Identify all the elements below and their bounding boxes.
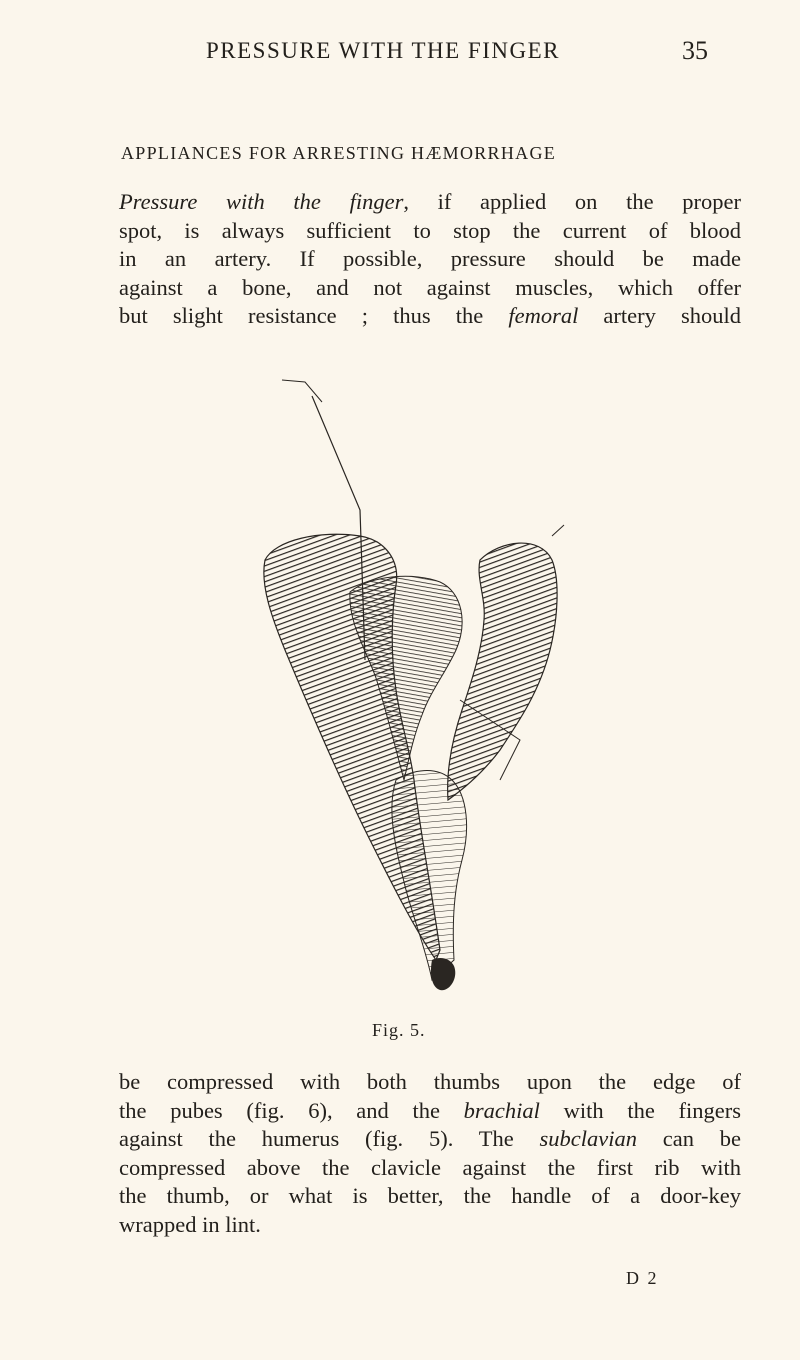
text-line: the pubes (fig. 6), and the brachial with the fingers <box>119 1097 742 1123</box>
paragraph-intro <box>119 188 741 331</box>
italic-term: Pressure with the finger <box>119 189 404 214</box>
hand-right-shape <box>448 543 557 800</box>
text-line: be compressed with both thumbs upon the edge of <box>119 1069 741 1094</box>
arm-shape <box>392 771 467 980</box>
italic-term: subclavian <box>539 1126 637 1151</box>
pointer-line <box>552 525 564 536</box>
pointer-line <box>282 380 322 402</box>
figure-caption: Fig. 5. <box>372 1020 426 1040</box>
italic-term: femoral <box>508 303 579 328</box>
text-line: the thumb, or what is better, the handle of a door-key <box>119 1183 741 1208</box>
text-line: against the humerus (fig. 5). The subclavian can be <box>119 1126 741 1151</box>
text-line: in an artery. If possible, pressure should be made <box>119 246 741 271</box>
figure-illustration <box>200 360 600 1020</box>
text-line: wrapped in lint. <box>119 1211 261 1237</box>
text-line: spot, is always sufficient to stop the current of blood <box>119 217 741 243</box>
text-line: but slight resistance ; thus the femoral artery should <box>119 303 741 328</box>
running-head: PRESSURE WITH THE FINGER <box>206 38 560 63</box>
fingertip-shape <box>431 958 455 990</box>
text-line: Pressure with the finger, if applied on the proper <box>119 189 741 214</box>
text-line: compressed above the clavicle against the first rib with <box>119 1154 741 1180</box>
section-heading: APPLIANCES FOR ARRESTING HÆMORRHAGE <box>121 143 557 163</box>
signature-mark: D 2 <box>626 1268 659 1288</box>
paragraph-compression <box>119 1068 741 1239</box>
italic-term: brachial <box>463 1097 540 1123</box>
page-number: 35 <box>682 36 708 65</box>
text-line: against a bone, and not against muscles, which offer <box>119 274 741 300</box>
